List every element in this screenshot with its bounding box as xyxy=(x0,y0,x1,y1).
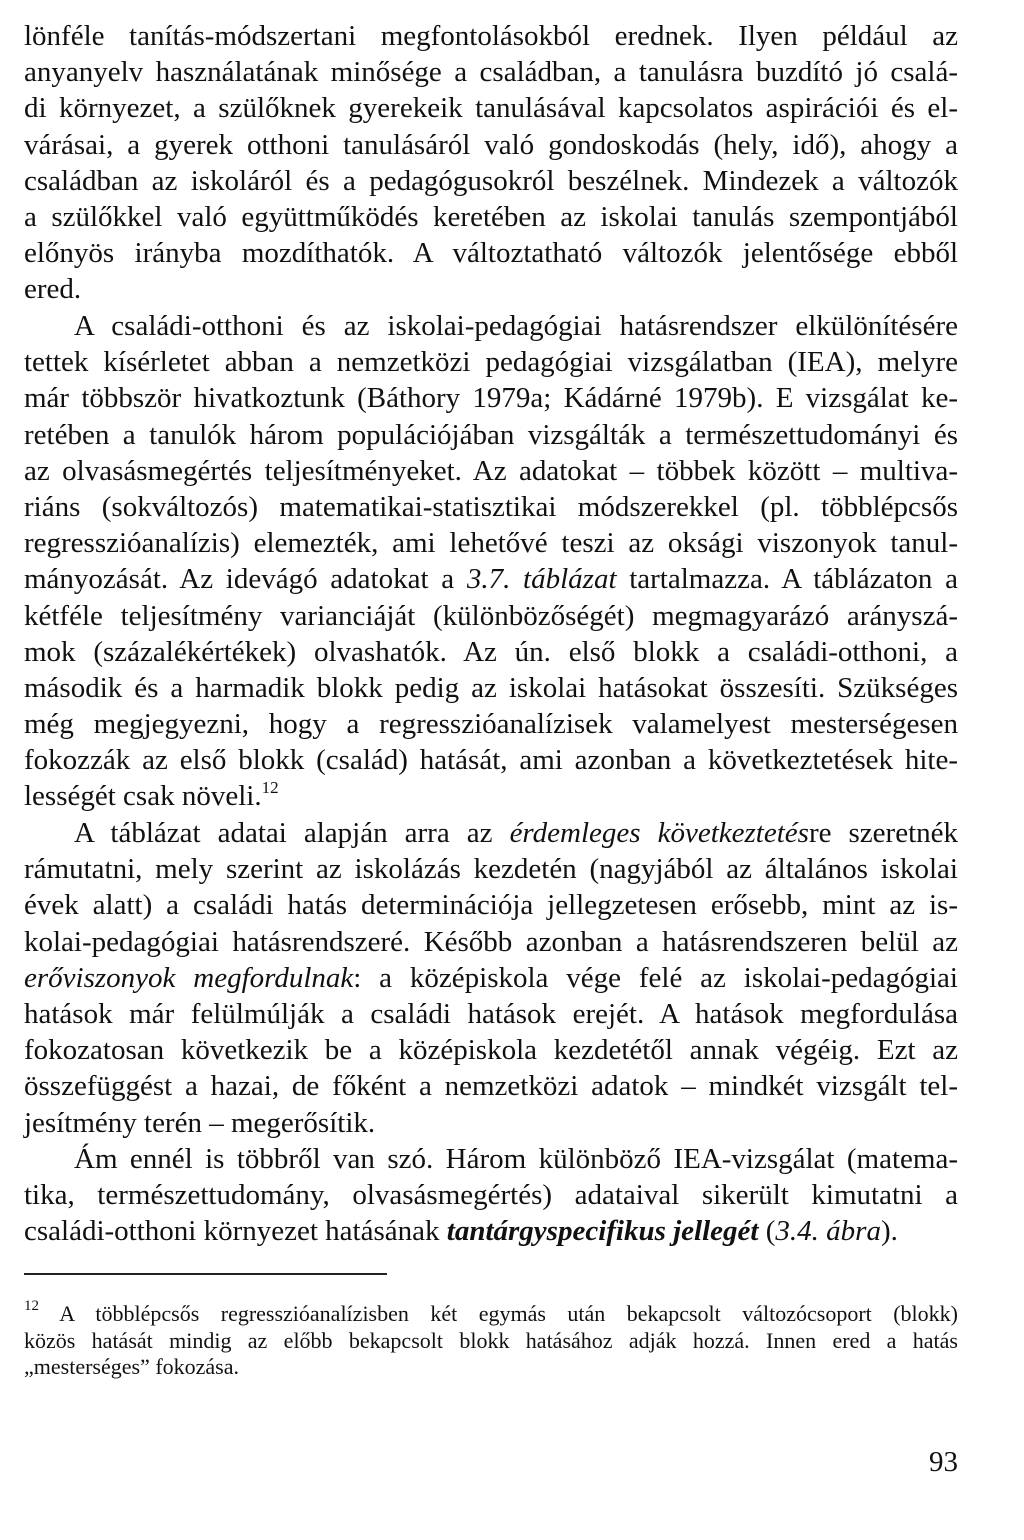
text-line: riáns (sokváltozós) matematikai-statisztikai módszerekkel (pl. többlépcsős xyxy=(24,490,958,523)
text-line: di környezet, a szülőknek gyerekeik tanulásával kapcsolatos aspirációi és el- xyxy=(24,92,958,125)
text-line: hatások már felülmúlják a családi hatások erejét. A hatások megfordulása xyxy=(24,997,958,1030)
text-line: fokozatosan következik be a középiskola kezdetétől annak végéig. Ezt az xyxy=(24,1034,958,1067)
footnote-text: A többlépcsős regresszióanalízisben két egymás után bekapcsolt változócsoport (blokk) xyxy=(39,1301,958,1326)
text-line: kétféle teljesítmény varianciáját (különbözőségét) megmagyarázó arányszá- xyxy=(24,599,958,632)
footnote-divider xyxy=(24,1273,387,1275)
line-text: tartalmazza. A táblázaton a xyxy=(616,563,958,596)
text-line xyxy=(24,960,958,996)
text-line: retében a tanulók három populációjában vizsgálták a természettudományi és xyxy=(24,418,958,451)
text-line: még megjegyezni, hogy a regresszióanalízisek valamelyest mesterségesen xyxy=(24,708,958,741)
figure-reference: 3.4. ábra xyxy=(775,1215,881,1248)
footnote-line: közös hatását mindig az előbb bekapcsolt blokk hatásához adják hozzá. Innen ered a hatás xyxy=(24,1327,958,1353)
text-line: előnyös irányba mozdíthatók. A változtatható változók jelentősége ebből xyxy=(24,237,958,270)
line-text: lességét csak növeli. xyxy=(24,780,262,813)
line-text: re szeretnék xyxy=(808,817,959,849)
text-line: tika, természettudomány, olvasásmegértés) adataival sikerült kimutatni a xyxy=(24,1179,958,1212)
text-line: családban az iskoláról és a pedagógusokról beszélnek. Mindezek a változók xyxy=(24,164,958,197)
text-line: jesítmény terén – megerősítik. xyxy=(24,1106,376,1139)
text-line: az olvasásmegértés teljesítményeket. Az adatokat – többek között – multiva- xyxy=(24,454,958,487)
text-line: fokozzák az első blokk (család) hatását, ami azonban a következtetések hite- xyxy=(24,744,958,777)
text-line: évek alatt) a családi hatás determinációja jellegzetesen erősebb, mint az is- xyxy=(24,889,958,922)
text-line: A családi-otthoni és az iskolai-pedagógiai hatásrendszer elkülönítésére xyxy=(74,310,958,342)
text-line xyxy=(24,1213,958,1249)
text-line: már többször hivatkoztunk (Báthory 1979a; Kádárné 1979b). E vizsgálat ke- xyxy=(24,382,958,415)
text-line: Ám ennél is többről van szó. Három különböző IEA-vizsgálat (matema- xyxy=(74,1143,958,1175)
text-line: mok (százalékértékek) olvashatók. Az ún. első blokk a családi-otthoni, a xyxy=(24,635,958,668)
emphasized-term: érdemleges következtetés xyxy=(509,817,809,849)
text-line: rámutatni, mely szerint az iskolázás kezdetén (nagyjából az általános iskolai xyxy=(24,853,958,886)
line-text: ). xyxy=(880,1215,898,1248)
footnote xyxy=(24,1297,958,1381)
text-line: összefüggést a hazai, de főként a nemzetközi adatok – mindkét vizsgált tel- xyxy=(24,1070,958,1103)
line-text: A táblázat adatai alapján arra az xyxy=(74,817,510,849)
page-number: 93 xyxy=(929,1446,958,1478)
footnote-number: 12 xyxy=(24,1297,39,1314)
text-line: regresszióanalízis) elemezték, ami lehetővé teszi az oksági viszonyok tanul- xyxy=(24,527,958,560)
emphasized-term: tantárgyspecifikus jellegét xyxy=(446,1215,759,1248)
text-line xyxy=(24,561,958,597)
emphasized-term: erőviszonyok megfordulnak xyxy=(24,961,354,994)
text-line: várásai, a gyerek otthoni tanulásáról való gondoskodás (hely, idő), ahogy a xyxy=(24,128,958,161)
paragraph-2 xyxy=(24,308,958,815)
footnote-line xyxy=(24,1297,958,1328)
paragraph-1 xyxy=(24,18,958,308)
text-line: ered. xyxy=(24,273,82,306)
line-text: családi-otthoni környezet hatásának xyxy=(24,1215,447,1248)
paragraph-4 xyxy=(24,1141,958,1250)
footnote-reference[interactable]: 12 xyxy=(261,777,279,797)
line-text: ( xyxy=(758,1215,776,1248)
text-line: kolai-pedagógiai hatásrendszeré. Később azonban a hatásrendszeren belül az xyxy=(24,925,958,958)
line-text: : a középiskola vége felé az iskolai-pedagógiai xyxy=(353,961,958,994)
text-line: második és a harmadik blokk pedig az iskolai hatásokat összesíti. Szükséges xyxy=(24,671,958,704)
paragraph-3 xyxy=(24,815,958,1141)
footnote-line: „mesterséges” fokozása. xyxy=(24,1354,240,1379)
text-line xyxy=(24,815,958,851)
text-line: lönféle tanítás-módszertani megfontolásokból erednek. Ilyen például az xyxy=(24,20,958,52)
text-line xyxy=(24,778,958,814)
table-reference: 3.7. táblázat xyxy=(466,563,617,596)
text-line: anyanyelv használatának minősége a családban, a tanulásra buzdító jó csalá- xyxy=(24,56,958,89)
line-text: mányozását. Az idevágó adatokat a xyxy=(24,563,467,596)
text-line: tettek kísérletet abban a nemzetközi pedagógiai vizsgálatban (IEA), melyre xyxy=(24,346,958,379)
text-line: a szülőkkel való együttműködés keretében az iskolai tanulás szempontjából xyxy=(24,200,958,233)
